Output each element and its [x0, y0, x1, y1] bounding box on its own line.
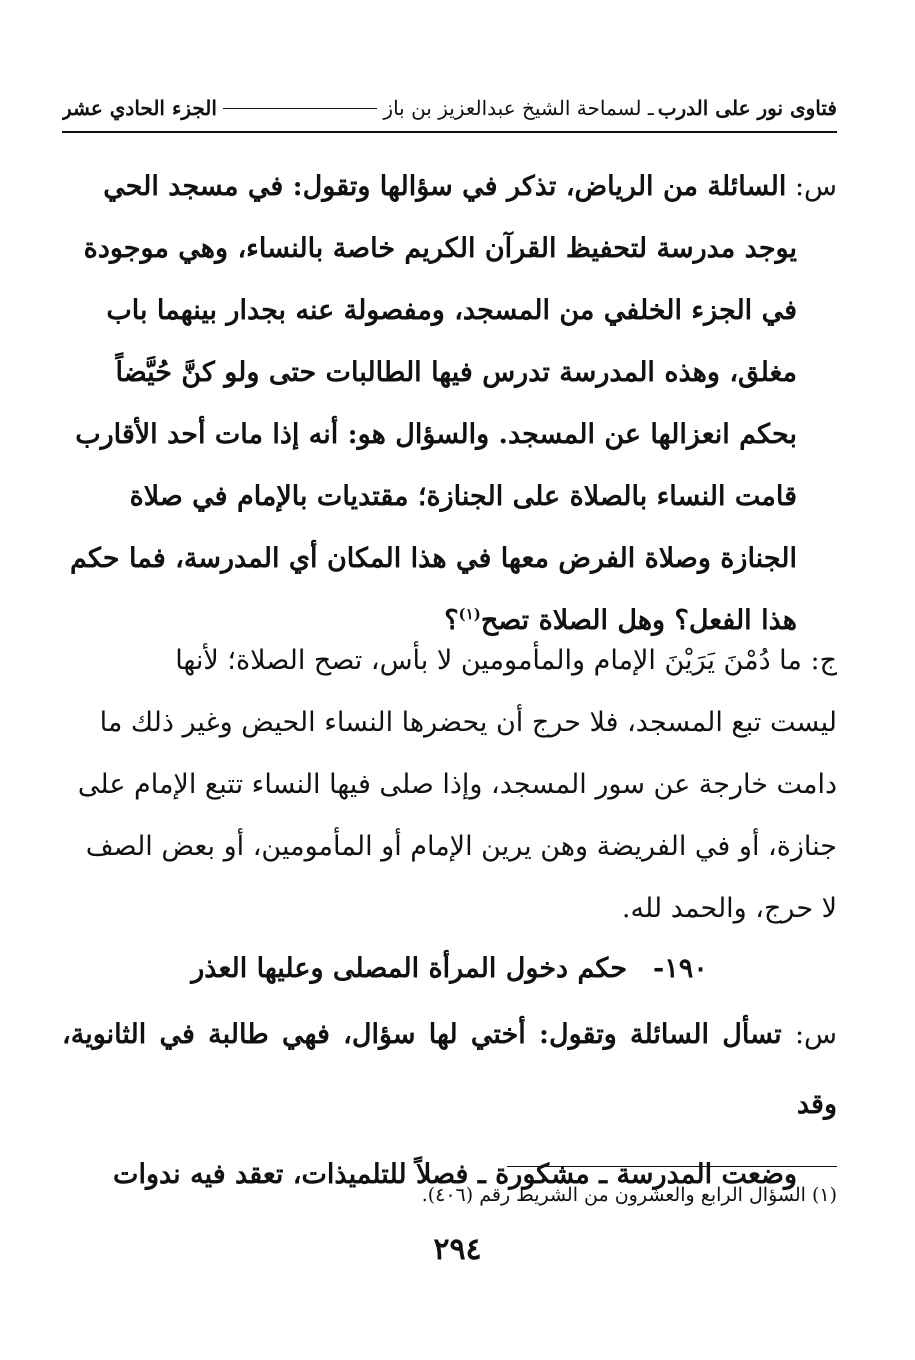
answer-1-line: جنازة، أو في الفريضة وهن يرين الإمام أو المأمومين، أو بعض الصف [85, 831, 837, 862]
question-1-line: في الجزء الخلفي من المسجد، ومفصولة عنه بجدار بينهما باب [106, 295, 797, 326]
footnote-reference[interactable]: (١) [458, 605, 481, 623]
answer-1 [62, 630, 837, 940]
question-1-line: قامت النساء بالصلاة على الجنازة؛ مقتديات بالإمام في صلاة [129, 481, 797, 512]
section-heading [62, 944, 837, 994]
running-header [62, 88, 837, 128]
header-dash-line [223, 108, 377, 109]
question-label: س: [794, 1019, 837, 1050]
section-number: ١٩٠- [653, 953, 708, 984]
question-1-line: الجنازة وصلاة الفرض معها في هذا المكان أي المدرسة، فما حكم [70, 543, 797, 574]
author-name: ـ لسماحة الشيخ عبدالعزيز بن باز [383, 96, 654, 120]
question-1-line: بحكم انعزالها عن المسجد. والسؤال هو: أنه إذا مات أحد الأقارب [75, 419, 797, 450]
volume-label: الجزء الحادي عشر [62, 96, 217, 120]
header-rule [62, 131, 837, 133]
question-1-line: س: السائلة من الرياض، تذكر في سؤالها وتقول: في مسجد الحي [103, 171, 837, 202]
footnote: (١) السؤال الرابع والعشرون من الشريط رقم (٤٠٦). [421, 1184, 837, 1206]
question-1-line: مغلق، وهذه المدرسة تدرس فيها الطالبات حتى ولو كنَّ حُيَّضاً [115, 357, 797, 388]
question-2-line: س: تسأل السائلة وتقول: أختي لها سؤال، فهي طالبة في الثانوية، وقد [62, 1019, 837, 1120]
answer-label: ج: [810, 645, 837, 676]
answer-1-line: ليست تبع المسجد، فلا حرج أن يحضرها النساء الحيض وغير ذلك ما [99, 707, 837, 738]
page-number: ٢٩٤ [433, 1232, 482, 1267]
question-1-last-line: هذا الفعل؟ وهل الصلاة تصح$^{(١)}$؟ [444, 605, 797, 636]
question-1 [62, 156, 837, 652]
answer-1-line: لا حرج، والحمد لله. [621, 893, 837, 924]
footnote-rule [507, 1166, 837, 1167]
book-title: فتاوى نور على الدرب [657, 96, 837, 120]
answer-1-line: دامت خارجة عن سور المسجد، وإذا صلى فيها النساء تتبع الإمام على [77, 769, 837, 800]
question-2-line: وضعت المدرسة ـ مشكورة ـ فصلاً للتلميذات، تعقد فيه ندوات [113, 1159, 797, 1190]
question-2 [62, 1000, 837, 1210]
answer-1-line: ج: ما دُمْنَ يَرَيْنَ الإمام والمأمومين لا بأس، تصح الصلاة؛ لأنها [175, 645, 837, 676]
question-1-line: يوجد مدرسة لتحفيظ القرآن الكريم خاصة بالنساء، وهي موجودة [83, 233, 797, 264]
question-label: س: [794, 171, 837, 202]
section-title: حكم دخول المرأة المصلى وعليها العذر [191, 953, 628, 984]
running-header-title-group [383, 96, 837, 120]
